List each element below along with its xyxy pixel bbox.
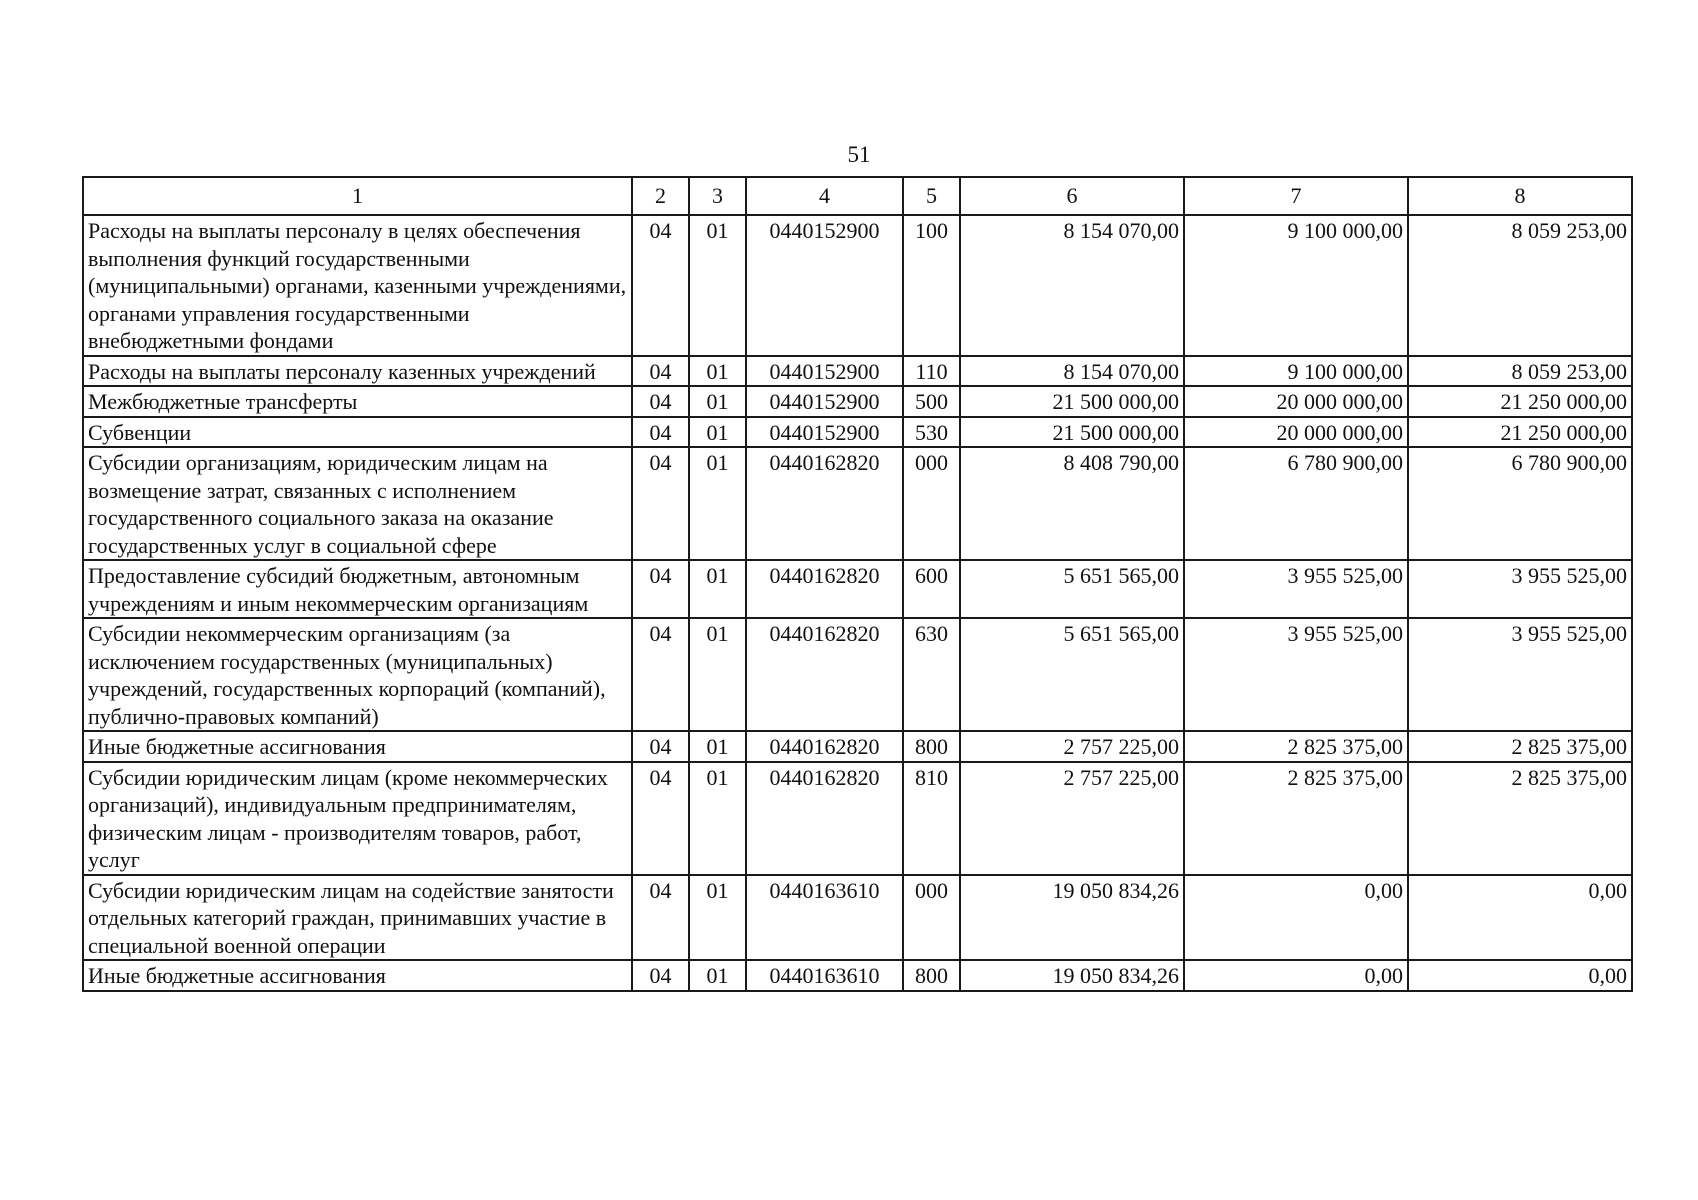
table-row: [83, 731, 1632, 762]
row-name: Расходы на выплаты персоналу в целях обеспечения выполнения функций государственными (муниципальными) органами, казенными учреждениями, органами управления государственными внебюджетными фондами: [83, 215, 632, 356]
row-subsection: 01: [689, 386, 746, 417]
row-amount-col6: 2 757 225,00: [960, 762, 1184, 875]
row-amount-col8: 0,00: [1408, 875, 1632, 961]
row-amount-col7: 3 955 525,00: [1184, 560, 1408, 618]
row-amount-col8: 8 059 253,00: [1408, 215, 1632, 356]
column-header: 2: [632, 177, 689, 215]
table-row: [83, 356, 1632, 387]
row-target-article: 0440162820: [746, 618, 903, 731]
row-name: Субсидии организациям, юридическим лицам на возмещение затрат, связанных с исполнением государственного социального заказа на оказание государственных услуг в социальной сфере: [83, 447, 632, 560]
row-amount-col8: 21 250 000,00: [1408, 417, 1632, 448]
row-target-article: 0440152900: [746, 417, 903, 448]
column-header: 5: [903, 177, 960, 215]
row-expense-type: 000: [903, 447, 960, 560]
row-amount-col8: 21 250 000,00: [1408, 386, 1632, 417]
row-section: 04: [632, 875, 689, 961]
row-name: Субсидии юридическим лицам на содействие занятости отдельных категорий граждан, принимавших участие в специальной военной операции: [83, 875, 632, 961]
table-row: [83, 447, 1632, 560]
row-amount-col8: 2 825 375,00: [1408, 762, 1632, 875]
row-amount-col7: 0,00: [1184, 875, 1408, 961]
row-amount-col7: 20 000 000,00: [1184, 417, 1408, 448]
row-amount-col8: 3 955 525,00: [1408, 560, 1632, 618]
column-header: 3: [689, 177, 746, 215]
row-section: 04: [632, 447, 689, 560]
row-amount-col6: 8 154 070,00: [960, 356, 1184, 387]
row-amount-col6: 5 651 565,00: [960, 618, 1184, 731]
row-name: Расходы на выплаты персоналу казенных учреждений: [83, 356, 632, 387]
row-subsection: 01: [689, 447, 746, 560]
table-row: [83, 762, 1632, 875]
row-amount-col8: 3 955 525,00: [1408, 618, 1632, 731]
row-amount-col7: 9 100 000,00: [1184, 356, 1408, 387]
row-amount-col8: 6 780 900,00: [1408, 447, 1632, 560]
table-row: [83, 875, 1632, 961]
row-target-article: 0440162820: [746, 560, 903, 618]
row-subsection: 01: [689, 960, 746, 991]
row-amount-col7: 2 825 375,00: [1184, 731, 1408, 762]
row-amount-col7: 9 100 000,00: [1184, 215, 1408, 356]
table-row: [83, 960, 1632, 991]
row-amount-col7: 20 000 000,00: [1184, 386, 1408, 417]
row-section: 04: [632, 386, 689, 417]
row-amount-col6: 21 500 000,00: [960, 386, 1184, 417]
row-subsection: 01: [689, 618, 746, 731]
row-amount-col7: 0,00: [1184, 960, 1408, 991]
row-amount-col6: 19 050 834,26: [960, 875, 1184, 961]
row-section: 04: [632, 731, 689, 762]
column-header: 4: [746, 177, 903, 215]
row-amount-col8: 0,00: [1408, 960, 1632, 991]
row-name: Субсидии юридическим лицам (кроме некоммерческих организаций), индивидуальным предпринимателям, физическим лицам - производителям товаров, работ, услуг: [83, 762, 632, 875]
table-header-row: [83, 177, 1632, 215]
table-row: [83, 215, 1632, 356]
column-header: 7: [1184, 177, 1408, 215]
row-subsection: 01: [689, 417, 746, 448]
row-name: Субсидии некоммерческим организациям (за исключением государственных (муниципальных) учреждений, государственных корпораций (компаний), публично-правовых компаний): [83, 618, 632, 731]
row-expense-type: 100: [903, 215, 960, 356]
row-subsection: 01: [689, 731, 746, 762]
row-target-article: 0440163610: [746, 960, 903, 991]
row-amount-col7: 3 955 525,00: [1184, 618, 1408, 731]
column-header: 1: [83, 177, 632, 215]
row-amount-col6: 21 500 000,00: [960, 417, 1184, 448]
row-expense-type: 110: [903, 356, 960, 387]
row-target-article: 0440152900: [746, 215, 903, 356]
row-expense-type: 500: [903, 386, 960, 417]
budget-table: [82, 176, 1633, 992]
table-row: [83, 417, 1632, 448]
row-name: Предоставление субсидий бюджетным, автономным учреждениям и иным некоммерческим организациям: [83, 560, 632, 618]
row-amount-col6: 19 050 834,26: [960, 960, 1184, 991]
column-header: 8: [1408, 177, 1632, 215]
row-expense-type: 600: [903, 560, 960, 618]
row-expense-type: 800: [903, 731, 960, 762]
row-amount-col8: 2 825 375,00: [1408, 731, 1632, 762]
row-target-article: 0440163610: [746, 875, 903, 961]
row-amount-col7: 2 825 375,00: [1184, 762, 1408, 875]
row-name: Иные бюджетные ассигнования: [83, 731, 632, 762]
column-header: 6: [960, 177, 1184, 215]
row-section: 04: [632, 560, 689, 618]
row-amount-col7: 6 780 900,00: [1184, 447, 1408, 560]
row-expense-type: 800: [903, 960, 960, 991]
row-subsection: 01: [689, 215, 746, 356]
row-amount-col6: 8 154 070,00: [960, 215, 1184, 356]
row-section: 04: [632, 417, 689, 448]
page-number: 51: [847, 142, 871, 167]
row-subsection: 01: [689, 762, 746, 875]
row-target-article: 0440162820: [746, 731, 903, 762]
row-section: 04: [632, 618, 689, 731]
row-target-article: 0440162820: [746, 447, 903, 560]
row-name: Межбюджетные трансферты: [83, 386, 632, 417]
row-section: 04: [632, 215, 689, 356]
row-name: Субвенции: [83, 417, 632, 448]
row-target-article: 0440152900: [746, 356, 903, 387]
row-expense-type: 530: [903, 417, 960, 448]
row-amount-col6: 8 408 790,00: [960, 447, 1184, 560]
table-row: [83, 386, 1632, 417]
table-row: [83, 618, 1632, 731]
row-subsection: 01: [689, 875, 746, 961]
row-subsection: 01: [689, 560, 746, 618]
row-subsection: 01: [689, 356, 746, 387]
row-amount-col8: 8 059 253,00: [1408, 356, 1632, 387]
row-target-article: 0440152900: [746, 386, 903, 417]
row-section: 04: [632, 762, 689, 875]
row-section: 04: [632, 356, 689, 387]
row-section: 04: [632, 960, 689, 991]
row-expense-type: 630: [903, 618, 960, 731]
row-expense-type: 000: [903, 875, 960, 961]
row-target-article: 0440162820: [746, 762, 903, 875]
row-expense-type: 810: [903, 762, 960, 875]
row-amount-col6: 2 757 225,00: [960, 731, 1184, 762]
row-amount-col6: 5 651 565,00: [960, 560, 1184, 618]
row-name: Иные бюджетные ассигнования: [83, 960, 632, 991]
table-row: [83, 560, 1632, 618]
